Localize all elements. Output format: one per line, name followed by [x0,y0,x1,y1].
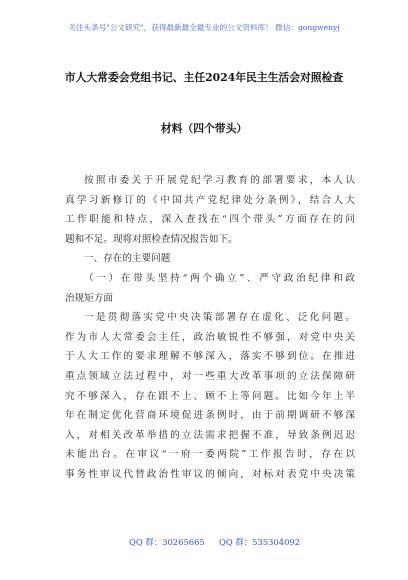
document-title-line-1: 市人大常委会党组书记、主任2024年民主生活会对照检查 [64,71,344,84]
body-line: 未能出台。在审议“一府一委两院”工作报告时，存在以 [65,449,355,461]
body-line: 题和不足。现将对照检查情况报告如下。 [65,233,238,245]
body-line: 入，对相关改革举措的立法需求把握不准，导致条例迟迟 [65,429,355,441]
footer-qq-group-2: QQ 群：535304092 [219,537,301,547]
subsection-heading: （一）在带头坚持“两个确立”、严守政治纪律和政 [84,272,355,284]
body-line: 于人大工作的要求理解不够深入，落实不够到位。在推进 [65,351,355,363]
header-banner: 关注头条号"公文研究"，获得最新最全最专业的公文资料库！ 微信：gongwenyj [68,23,340,32]
footer [0,536,408,552]
body-line: 工作职能和特点，深入查找在“四个带头”方面存在的问 [65,214,355,226]
subsection-heading-continued: 治规矩方面 [65,292,113,304]
section-heading: 一、存在的主要问题 [84,253,171,265]
body-line: 按照市委关于开展党纪学习教育的部署要求，本人认 [84,175,355,186]
body-line: 究不够深入，存在跟不上、顾不上等问题。比如今年上半 [65,390,355,402]
footer-qq-group-1: QQ 群：30265665 [129,537,205,547]
document-body [65,171,355,485]
body-line: 重点领域立法过程中，对一些重大改革事项的立法保障研 [65,370,355,382]
body-line: 事务性审议代替政治性审议的倾向，对标对表党中央决策 [65,468,355,480]
document-title-line-2: 材料（四个带头） [160,122,248,135]
body-line: 作为市人大常委会主任，政治敏锐性不够强，对党中央关 [65,331,355,343]
body-line: 真学习新修订的《中国共产党纪律处分条例》，结合人大 [65,194,355,206]
body-line: 年在制定优化营商环境促进条例时，由于前期调研不够深 [65,410,355,422]
body-line: 一是贯彻落实党中央决策部署存在虚化、泛化问题。 [84,312,355,324]
